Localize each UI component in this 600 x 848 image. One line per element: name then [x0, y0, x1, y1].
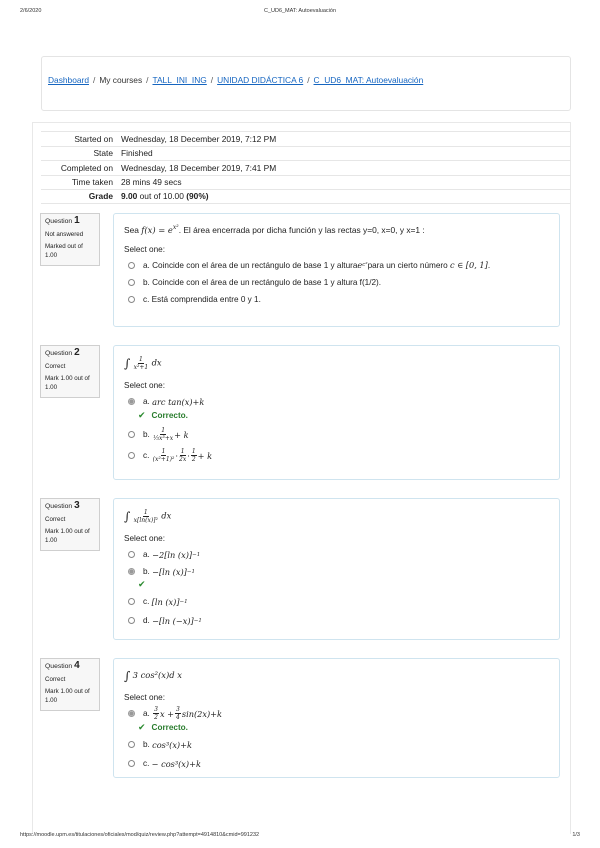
select-one-label: Select one:	[124, 381, 165, 390]
feedback-correct	[138, 410, 549, 421]
fraction-denominator: 4	[176, 714, 180, 721]
option-math: arc tan(x)+k	[152, 396, 205, 407]
breadcrumb-container	[41, 56, 571, 111]
option-letter: a.	[143, 397, 150, 406]
question-math: dx	[151, 357, 162, 368]
option-fraction	[153, 706, 159, 721]
question-status: Correct	[45, 675, 66, 683]
summary-value: Wednesday, 18 December 2019, 7:12 PM	[121, 133, 277, 144]
summary-row	[41, 146, 571, 161]
fraction-denominator: x²+1	[133, 364, 149, 371]
summary-row	[41, 175, 571, 190]
question-text	[124, 356, 549, 371]
check-icon: ✔	[138, 410, 146, 420]
option-letter: c.	[143, 294, 150, 304]
answer-option[interactable]	[124, 613, 549, 628]
print-footer	[20, 832, 580, 840]
answer-option[interactable]	[124, 547, 549, 562]
integral-icon: ∫	[124, 509, 131, 524]
breadcrumb-course[interactable]: TALL_INI_ING	[152, 75, 207, 85]
option-letter: d.	[143, 616, 150, 625]
option-letter: a.	[143, 709, 150, 718]
question-status: Correct	[45, 362, 66, 370]
question-info-2	[40, 345, 100, 398]
select-one-label: Select one:	[124, 244, 165, 254]
answer-option[interactable]	[124, 427, 549, 442]
option-math: e	[357, 260, 363, 271]
question-mark: Mark 1.00 out of 1.00	[45, 375, 90, 391]
breadcrumb-my-courses: My courses	[99, 75, 143, 85]
breadcrumb-dashboard[interactable]: Dashboard	[48, 75, 89, 85]
option-text: .	[487, 260, 491, 270]
fraction-denominator: 2	[154, 714, 158, 721]
breadcrumb-separator: /	[210, 75, 214, 85]
radio-button-selected[interactable]	[128, 398, 135, 405]
integral-icon: ∫	[124, 669, 131, 683]
question-content-3	[113, 498, 560, 640]
radio-button[interactable]	[128, 551, 135, 558]
summary-value: Wednesday, 18 December 2019, 7:41 PM	[121, 162, 277, 173]
option-math-exp: −1	[179, 598, 188, 605]
option-letter: a.	[143, 260, 150, 270]
question-math: dx	[161, 510, 172, 521]
option-fraction	[153, 448, 175, 463]
question-status: Not answered	[45, 230, 84, 238]
fraction-denominator: (x²+1)²	[152, 456, 175, 463]
question-number: 2	[74, 347, 80, 358]
option-math: ·	[187, 450, 190, 461]
breadcrumb	[48, 75, 423, 85]
summary-row-grade	[41, 189, 571, 204]
fraction-numerator: 1	[139, 356, 143, 363]
question-fraction	[134, 509, 158, 524]
summary-label: Started on	[74, 133, 113, 144]
radio-button[interactable]	[128, 452, 135, 459]
question-info-3	[40, 498, 100, 551]
answer-option[interactable]	[124, 292, 549, 307]
check-icon: ✔	[138, 579, 146, 589]
radio-button[interactable]	[128, 296, 135, 303]
question-number: 4	[74, 660, 80, 671]
question-text	[124, 669, 549, 683]
question-status: Correct	[45, 515, 66, 523]
answer-option[interactable]	[124, 275, 549, 290]
option-fraction	[175, 706, 181, 721]
option-math: + k	[174, 429, 189, 440]
question-math: f(x) = e	[141, 224, 173, 235]
summary-label: Completed on	[60, 162, 113, 173]
summary-label: Time taken	[71, 177, 113, 188]
option-letter: c.	[143, 451, 150, 460]
option-math-exp: c²	[362, 262, 368, 269]
option-math: −[ln (−x)]	[152, 615, 194, 626]
fraction-denominator: ⅓x³+x	[153, 435, 174, 442]
grade-score: 9.00	[121, 191, 138, 202]
question-text-post: . El área encerrada por dicha función y las rectas y=0, x=0, y x=1 :	[178, 224, 425, 235]
radio-button[interactable]	[128, 262, 135, 269]
option-text: Está comprendida entre 0 y 1.	[151, 294, 261, 304]
answer-option[interactable]	[124, 706, 549, 721]
question-content-2	[113, 345, 560, 480]
option-math: c ∈ [0, 1]	[449, 260, 488, 271]
question-label: Question	[45, 663, 73, 670]
select-one-label: Select one:	[124, 693, 165, 702]
question-math: 3 cos²(x)d x	[132, 670, 182, 681]
option-letter: b.	[143, 430, 150, 439]
radio-button[interactable]	[128, 617, 135, 624]
summary-value: Finished	[121, 148, 153, 159]
answer-option[interactable]	[124, 564, 549, 579]
question-math-exp: x²	[172, 224, 179, 231]
select-one-label: Select one:	[124, 534, 165, 543]
answer-option[interactable]	[124, 594, 549, 609]
option-letter: c.	[143, 597, 150, 606]
option-fraction	[191, 448, 197, 463]
option-math: −2[ln (x)]	[152, 549, 193, 560]
option-text: para un cierto número	[367, 260, 448, 270]
question-info-1	[40, 213, 100, 266]
print-title: C_UD6_MAT: Autoevaluación	[263, 8, 337, 14]
option-math: x +	[159, 708, 175, 719]
question-number: 1	[74, 215, 80, 226]
summary-value: 28 mins 49 secs	[121, 177, 182, 188]
fraction-numerator: 1	[180, 448, 185, 455]
option-text: Coincide con el área de un rectángulo de base 1 y altura	[152, 260, 358, 270]
breadcrumb-separator: /	[92, 75, 96, 85]
question-number: 3	[74, 500, 80, 511]
option-math: −[ln (x)]	[152, 566, 187, 577]
question-label: Question	[45, 218, 73, 225]
attempt-summary-table	[41, 131, 571, 204]
answer-option[interactable]	[124, 394, 549, 409]
option-math: ·	[175, 450, 178, 461]
question-info-4	[40, 658, 100, 711]
question-label: Question	[45, 503, 73, 510]
breadcrumb-separator: /	[146, 75, 149, 85]
question-content-1	[113, 213, 560, 327]
radio-button[interactable]	[128, 741, 135, 748]
option-math-exp: −1	[193, 617, 202, 624]
print-url: https://moodle.upm.es/titulaciones/oficiales/mod/quiz/review.php?attempt=4914810&cmid=991232	[20, 832, 260, 838]
question-mark: Mark 1.00 out of 1.00	[45, 688, 90, 704]
question-fraction	[134, 356, 149, 371]
summary-label: State	[93, 148, 113, 159]
fraction-numerator: 1	[191, 448, 196, 455]
fraction-numerator: 3	[176, 706, 180, 713]
radio-button-selected[interactable]	[128, 568, 135, 575]
breadcrumb-quiz[interactable]: C_UD6_MAT: Autoevaluación	[313, 75, 424, 85]
summary-grade-value	[121, 191, 571, 201]
answer-option[interactable]	[124, 448, 549, 463]
option-text: Coincide con el área de un rectángulo de base 1 y altura f(1/2).	[152, 277, 382, 287]
question-label: Question	[45, 350, 73, 357]
option-letter: c.	[143, 759, 150, 768]
breadcrumb-separator: /	[307, 75, 310, 85]
question-text	[124, 224, 549, 235]
option-math: sin(2x)+k	[181, 708, 223, 719]
grade-rest: out of 10.00	[137, 191, 187, 202]
question-mark: Marked out of 1.00	[45, 243, 83, 259]
radio-button[interactable]	[128, 760, 135, 767]
fraction-numerator: 1	[161, 427, 166, 434]
option-math: + k	[197, 450, 213, 461]
option-letter: b.	[143, 277, 150, 287]
question-text	[124, 509, 549, 524]
summary-row	[41, 160, 571, 175]
print-date: 2/6/2020	[20, 8, 42, 14]
integral-icon: ∫	[124, 356, 131, 371]
option-math-exp: −1	[186, 568, 195, 575]
print-page-number: 1/3	[572, 832, 580, 838]
option-math: − cos³(x)+k	[151, 758, 201, 769]
print-header	[20, 8, 580, 16]
radio-button[interactable]	[128, 279, 135, 286]
radio-button[interactable]	[128, 598, 135, 605]
option-letter: a.	[143, 550, 150, 559]
feedback-text: Correcto.	[151, 411, 188, 420]
option-letter: b.	[143, 740, 150, 749]
feedback-text: Correcto.	[151, 723, 188, 732]
option-letter: b.	[143, 567, 150, 576]
option-fraction	[179, 448, 186, 463]
question-text-pre: Sea	[124, 224, 142, 235]
summary-row	[41, 131, 571, 146]
option-fraction	[153, 427, 173, 442]
option-math: [ln (x)]	[151, 596, 180, 607]
fraction-denominator: x[ln(x)]²	[133, 517, 158, 524]
check-icon: ✔	[138, 722, 146, 732]
answer-option[interactable]	[124, 756, 549, 771]
summary-label: Grade	[88, 191, 113, 202]
answer-option[interactable]	[124, 258, 549, 273]
option-math-exp: −1	[192, 551, 201, 558]
radio-button[interactable]	[128, 431, 135, 438]
fraction-denominator: 2x	[179, 456, 187, 463]
radio-button-selected[interactable]	[128, 710, 135, 717]
fraction-denominator: 2	[191, 456, 196, 463]
grade-percent: (90%)	[186, 191, 209, 202]
breadcrumb-unit[interactable]: UNIDAD DIDÁCTICA 6	[217, 75, 304, 85]
question-content-4	[113, 658, 560, 778]
fraction-numerator: 1	[161, 448, 166, 455]
question-mark: Mark 1.00 out of 1.00	[45, 528, 90, 544]
answer-option[interactable]	[124, 737, 549, 752]
fraction-numerator: 1	[143, 509, 148, 516]
option-math: cos³(x)+k	[152, 739, 192, 750]
feedback-correct	[138, 722, 549, 733]
fraction-numerator: 3	[154, 706, 158, 713]
